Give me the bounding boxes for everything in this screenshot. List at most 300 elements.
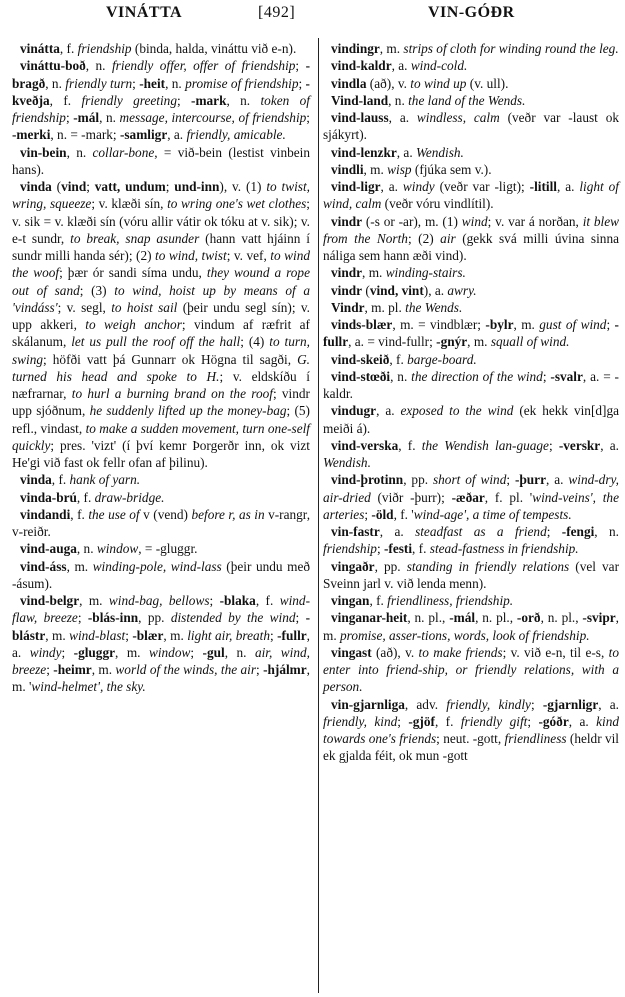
entry-text: ; xyxy=(125,627,133,643)
dictionary-entry xyxy=(12,592,310,696)
headword: vingaðr xyxy=(331,558,375,574)
entry-text: ; xyxy=(209,593,220,608)
dictionary-entry xyxy=(12,57,310,143)
headword: -samligr xyxy=(119,127,168,143)
headword: vindli xyxy=(331,161,364,177)
entry-text: (veðr var -laust ok sjákyrt). xyxy=(323,110,619,143)
entry-text: , a. xyxy=(167,127,187,143)
definition-text: wind-flaw, breeze xyxy=(12,593,311,626)
headword: -gjarnligr xyxy=(542,696,599,712)
definition-text: he suddenly lifted up the money-bag xyxy=(89,403,287,419)
definition-text: to wind, hoist up by means of a 'vindáss' xyxy=(12,282,310,315)
entry-text: , n. = -mark; xyxy=(50,127,120,143)
definition-text: Wendish. xyxy=(323,455,371,470)
page-header xyxy=(8,4,617,28)
definition-text: wind-veins', the arteries xyxy=(323,489,619,522)
definition-text: steadfast as a friend xyxy=(415,524,547,539)
headword: -gul xyxy=(202,644,225,660)
definition-text: let us pull the roof off the hall xyxy=(71,334,241,350)
entry-text: ; xyxy=(548,437,559,453)
entry-text: , f. xyxy=(398,437,422,453)
entry-text: , m. = vindblær; xyxy=(392,317,486,332)
headword: und-inn xyxy=(174,179,220,194)
dictionary-entry xyxy=(323,368,619,403)
dictionary-entry xyxy=(323,402,619,437)
headword: -merki xyxy=(12,127,51,143)
entry-text: , n. xyxy=(390,368,412,384)
definition-text: exposed to the wind xyxy=(400,403,514,419)
headword: -fullr xyxy=(277,627,307,643)
entry-text: , m. ' xyxy=(12,662,310,695)
dictionary-entry xyxy=(12,144,310,179)
headword: -blás-inn xyxy=(87,610,139,626)
headword: vind xyxy=(61,179,87,194)
dictionary-entry xyxy=(323,592,619,609)
entry-text: ; xyxy=(65,110,74,125)
dictionary-entry xyxy=(323,161,619,178)
headword: vin-gjarnliga xyxy=(331,696,405,712)
definition-text: wind-cold. xyxy=(410,58,468,74)
entry-text: ; xyxy=(546,524,562,539)
definition-text: token of friendship xyxy=(12,92,310,125)
definition-text: friendly, amicable. xyxy=(186,127,286,143)
definition-text: light of wind, calm xyxy=(323,179,619,212)
entry-text: , m. xyxy=(513,317,540,332)
entry-text: , f. xyxy=(49,92,82,108)
entry-text: , n. pl., xyxy=(540,610,583,626)
dictionary-entry xyxy=(323,109,619,144)
definition-text: wisp xyxy=(387,161,412,177)
entry-text: ; (5) refl., vindast, xyxy=(12,403,310,436)
dictionary-entry xyxy=(12,558,310,593)
entry-text: , a. xyxy=(388,110,417,125)
entry-text: , m. xyxy=(379,41,404,56)
headword: -mál xyxy=(449,610,476,626)
headword: vingan xyxy=(331,593,370,608)
dictionary-entry xyxy=(12,471,310,488)
entry-text: , a. xyxy=(12,627,310,660)
entry-text: ; xyxy=(61,644,74,660)
entry-text: , a. xyxy=(391,58,411,74)
headword: vin-fastr xyxy=(331,524,380,539)
entry-text: , a. xyxy=(376,403,401,419)
definition-text: the Wendish lan-guage xyxy=(421,437,549,453)
entry-text: ; þær ór sandi síma undu, xyxy=(59,265,207,281)
entry-text: ; xyxy=(256,662,264,677)
headword: vindr xyxy=(331,282,363,298)
definition-text: they wound a rope out of sand xyxy=(12,265,310,298)
entry-text: , adv. xyxy=(404,696,447,712)
entry-text: ; xyxy=(295,610,306,626)
definition-text: to make a sudden movement, turn one-self quickly xyxy=(12,420,310,453)
entry-text: , f. xyxy=(389,351,408,367)
definition-text: wind-helmet', the sky. xyxy=(31,679,146,695)
entry-text: , f. xyxy=(51,472,70,488)
definition-text: collar-bone xyxy=(92,144,155,160)
entry-text: ; xyxy=(190,644,203,660)
entry-text: ), v. (1) xyxy=(219,179,267,194)
entry-text: (veðr vóru vindlítil). xyxy=(381,196,494,212)
header-right-guideword: VIN-GÓÐR xyxy=(428,4,515,21)
headword: vind-verska xyxy=(331,437,399,453)
definition-text: wind-bag, bellows xyxy=(108,593,210,608)
entry-text: , m. xyxy=(45,627,70,643)
entry-text: , n. pl., xyxy=(475,610,517,626)
entry-text: v-rangr, v-reiðr. xyxy=(12,506,311,539)
entry-text: , n. pl., xyxy=(407,610,450,626)
definition-text: to make friends xyxy=(418,644,503,660)
headword: vináttu-boð xyxy=(20,58,86,74)
entry-text: , f. xyxy=(412,541,430,557)
definition-text: friendly turn xyxy=(65,75,133,91)
entry-text: ; xyxy=(270,627,278,643)
headword: vin-bein xyxy=(20,144,67,160)
dictionary-entry xyxy=(12,178,310,471)
definition-text: to hoist sail xyxy=(111,299,178,315)
headword: vindr xyxy=(331,213,363,229)
definition-text: wind-blast xyxy=(69,627,126,643)
entry-text: , = við-bein (lestist vinbein hans). xyxy=(12,144,310,177)
headword: vind-lenzkr xyxy=(331,144,397,160)
entry-text: (að), v. xyxy=(366,75,411,91)
entry-text: ; xyxy=(506,472,515,488)
definition-text: wind-dry, air-dried xyxy=(323,472,619,505)
dictionary-entry xyxy=(12,40,310,57)
entry-text: , m. xyxy=(91,662,116,677)
headword: -blær xyxy=(132,627,164,643)
entry-text: , n. xyxy=(226,92,261,108)
entry-text: , n. xyxy=(594,524,619,539)
entry-text: , n. xyxy=(45,75,66,91)
definition-text: windy xyxy=(402,179,435,194)
entry-text: , n. xyxy=(165,75,186,91)
entry-text: ; vindr upp sjóðnum, xyxy=(12,386,310,419)
entry-text: , a. = -kaldr. xyxy=(323,368,619,401)
entry-text: , m. xyxy=(163,627,188,643)
definition-text: the direction of the wind xyxy=(411,368,543,384)
entry-text: (vel var Sveinn jarl v. við lenda menn). xyxy=(323,558,619,591)
definition-text: the Wends. xyxy=(405,299,463,315)
entry-text: (-s or -ar), m. (1) xyxy=(362,213,462,229)
dictionary-entry xyxy=(323,178,619,213)
entry-text: ; xyxy=(176,92,192,108)
dictionary-entry xyxy=(323,282,619,299)
entry-text: (heldr vil ek gjalda féit, ok mun -gott xyxy=(323,731,619,764)
definition-text: friendly gift xyxy=(460,713,528,729)
definition-text: friendly offer, offer of friendship xyxy=(111,58,296,74)
definition-text: to wring one's wet clothes xyxy=(167,196,307,212)
definition-text: to break, snap asunder xyxy=(70,230,200,246)
entry-text: , a. xyxy=(396,144,416,160)
entry-text: (að), v. xyxy=(371,644,419,660)
dictionary-entry xyxy=(323,351,619,368)
headword: vind-kaldr xyxy=(331,58,392,74)
definition-text: to wind, twist xyxy=(155,248,227,263)
entry-text: , m. xyxy=(115,644,149,660)
headword: vindr xyxy=(331,265,363,281)
entry-text: , a. = vind-fullr; xyxy=(348,334,437,350)
definition-text: gust of wind xyxy=(539,317,607,332)
entry-text: ; xyxy=(46,662,54,677)
dictionary-entry xyxy=(323,316,619,351)
entry-text: ; xyxy=(165,179,175,194)
headword: -gluggr xyxy=(73,644,116,660)
headword: vinda xyxy=(20,472,52,488)
entry-text: ; (3) xyxy=(79,282,115,298)
entry-text: , f. xyxy=(434,713,461,729)
entry-text: ; (4) xyxy=(240,334,270,350)
entry-text: ; vindum af ræfrit af skálanum, xyxy=(12,317,310,350)
definition-text: message, intercourse, of friendship xyxy=(119,110,307,125)
entry-text: , m. pl. xyxy=(364,299,406,315)
headword: vind, vint xyxy=(369,282,424,298)
entry-text: ; pres. 'vizt' (í því kemr Þorgerðr inn, ok vizt He'gi við fast ok fellr ofan af þilinu). xyxy=(12,437,310,470)
headword: vinganar-heit xyxy=(331,610,408,626)
entry-text: ; xyxy=(376,541,384,557)
dictionary-entry xyxy=(323,40,619,57)
entry-text: , = -gluggr. xyxy=(138,541,198,557)
entry-text: (ek hekk vin[d]ga meiði á). xyxy=(323,403,620,436)
definition-text: winding-stairs. xyxy=(385,265,466,281)
entry-text: , f. xyxy=(59,41,78,56)
entry-text: v (vend) xyxy=(139,506,192,522)
definition-text: wind xyxy=(461,213,488,229)
dictionary-entry xyxy=(323,696,619,765)
definition-text: promise of friendship xyxy=(185,75,299,91)
headword: -blástr xyxy=(12,610,311,643)
definition-text: Wendish. xyxy=(415,144,464,160)
dictionary-entry xyxy=(12,489,310,506)
headword: -mark xyxy=(191,92,227,108)
dictionary-entry xyxy=(323,92,619,109)
definition-text: barge-board. xyxy=(407,351,477,367)
headword: -þurr xyxy=(514,472,546,488)
headword: -æðar xyxy=(451,489,485,505)
entry-text: (þeir undu með -ásum). xyxy=(12,558,311,591)
headword: vinátta xyxy=(20,41,60,56)
entry-text: , a. xyxy=(598,696,619,712)
definition-text: hank of yarn. xyxy=(69,472,141,488)
definition-text: friendly, kindly xyxy=(446,696,531,712)
entry-text: , pp. xyxy=(374,558,407,574)
headword: vatt, undum xyxy=(94,179,166,194)
entry-text: ; xyxy=(397,713,409,729)
dictionary-entry xyxy=(323,57,619,74)
entry-text: , m. xyxy=(362,265,386,281)
headword: vindla xyxy=(331,75,367,91)
definition-text: before r, as in xyxy=(191,506,265,522)
entry-text: (v. ull). xyxy=(466,75,509,91)
entry-text: ; xyxy=(542,368,551,384)
definition-text: stead-fastness in friendship. xyxy=(429,541,579,557)
headword: vind-þrotinn xyxy=(331,472,404,488)
dictionary-entry xyxy=(323,437,619,472)
entry-text: ; xyxy=(527,713,539,729)
dictionary-entry xyxy=(323,75,619,92)
entry-text: ; xyxy=(306,110,310,125)
entry-text: ; xyxy=(86,179,95,194)
dictionary-entry xyxy=(323,609,619,644)
headword: vingast xyxy=(331,644,372,660)
headword: -heit xyxy=(139,75,166,91)
entry-text: , a. xyxy=(380,179,403,194)
page-number: [492] xyxy=(258,4,296,21)
headword: -litill xyxy=(529,179,557,194)
entry-text: , a. xyxy=(600,437,619,453)
definition-text: the use of xyxy=(88,506,140,522)
entry-text: ; v. segl, xyxy=(57,299,112,315)
entry-text: ; (2) xyxy=(407,230,441,246)
entry-text: , a. xyxy=(556,179,580,194)
entry-text: ( xyxy=(51,179,62,194)
headword: vind-skeið xyxy=(331,351,390,367)
headword: vind-áss xyxy=(20,558,67,574)
definition-text: air xyxy=(440,230,456,246)
entry-text: , pp. xyxy=(403,472,433,488)
headword: -bylr xyxy=(485,317,514,332)
definition-text: distended by the wind xyxy=(170,610,296,626)
headword: -svalr xyxy=(550,368,583,384)
headword: -verskr xyxy=(558,437,601,453)
entry-text: , n. xyxy=(224,644,255,660)
right-column xyxy=(323,40,619,765)
headword: vindandi xyxy=(20,506,71,522)
dictionary-entry xyxy=(323,213,619,265)
headword: Vindr xyxy=(331,299,365,315)
column-divider xyxy=(318,38,319,993)
entry-text: (hann vatt hjáinn í sundr milli handa sér); (2) xyxy=(12,230,310,263)
headword: Vind-land xyxy=(331,92,389,108)
definition-text: to weigh anchor xyxy=(85,317,182,332)
definition-text: the land of the Wends. xyxy=(408,92,526,108)
entry-text: ), a. xyxy=(423,282,448,298)
dictionary-entry xyxy=(323,471,619,523)
entry-text: , n. xyxy=(99,110,120,125)
entry-text: , n. xyxy=(76,541,97,557)
definition-text: strips of cloth for winding round the leg. xyxy=(403,41,619,56)
dictionary-entry xyxy=(323,644,619,696)
headword: vind-belgr xyxy=(20,593,80,608)
entry-text: , f. pl. ' xyxy=(484,489,533,505)
entry-text: , m. xyxy=(323,610,619,643)
entry-text: (gekk svá milli úvina sinna náliga sem hann æði vind). xyxy=(323,230,619,263)
definition-text: awry. xyxy=(447,282,477,298)
headword: vind-ligr xyxy=(331,179,381,194)
entry-text: (fjúka sem v.). xyxy=(411,161,492,177)
definition-text: friendliness xyxy=(504,731,567,746)
headword: -fengi xyxy=(561,524,595,539)
definition-text: windless, calm xyxy=(416,110,500,125)
entry-text: (veðr var -ligt); xyxy=(434,179,530,194)
entry-text: , f. ' xyxy=(393,506,414,522)
definition-text: to wind the woof xyxy=(12,248,310,281)
headword: -góðr xyxy=(538,713,569,729)
entry-text: , f. xyxy=(70,506,89,522)
entry-text: ; xyxy=(77,610,88,626)
definition-text: friendly greeting xyxy=(81,92,177,108)
definition-text: kind towards one's friends xyxy=(323,713,619,746)
headword: vind-lauss xyxy=(331,110,389,125)
definition-text: wind-age', a time of tempests. xyxy=(413,506,572,522)
dictionary-entry xyxy=(12,506,310,541)
dictionary-entry xyxy=(12,540,310,557)
headword: vindingr xyxy=(331,41,380,56)
entry-text: ; v. við e-n, til e-s, xyxy=(502,644,609,660)
headword: -bragð xyxy=(12,58,310,91)
headword: vindugr xyxy=(331,403,377,419)
definition-text: to hurl a burning brand on the roof xyxy=(71,386,273,401)
entry-text: ; xyxy=(132,75,140,91)
entry-text: , n. xyxy=(85,58,112,74)
entry-text: ; xyxy=(530,696,543,712)
entry-text: ; xyxy=(295,58,306,74)
definition-text: promise, asser-tions, words, look of friendship. xyxy=(340,627,590,643)
entry-text: (þeir undu segl sín); v. upp akkeri, xyxy=(12,299,310,332)
definition-text: standing in friendly relations xyxy=(406,558,570,574)
entry-text: , f. xyxy=(255,593,280,608)
entry-text: ; höfði vatt þá Gunnarr ok Högna til sagði, xyxy=(43,351,298,367)
headword: -orð xyxy=(516,610,541,626)
dictionary-entry xyxy=(323,299,619,316)
definition-text: window xyxy=(148,644,191,660)
entry-text: , n. xyxy=(388,92,409,108)
headword: -festi xyxy=(383,541,413,557)
headword: vinda-brú xyxy=(20,489,77,505)
entry-text: , m. xyxy=(467,334,491,350)
definition-text: friendship xyxy=(323,541,377,557)
entry-text: (viðr -þurr); xyxy=(370,489,452,505)
headword: vinda xyxy=(20,179,52,194)
header-left-guideword: VINÁTTA xyxy=(106,4,183,21)
headword: vinds-blær xyxy=(331,317,393,332)
entry-text: ; v. eldskíðu í næfrarnar, xyxy=(12,368,310,401)
definition-text: draw-bridge. xyxy=(94,489,165,505)
definition-text: friendship xyxy=(77,41,132,56)
definition-text: squall of wind. xyxy=(490,334,570,350)
entry-text: (binda, halda, vináttu við e-n). xyxy=(131,41,297,56)
headword: -gjöf xyxy=(408,713,435,729)
dictionary-entry xyxy=(323,144,619,161)
entry-text: ; v. var á norðan, xyxy=(487,213,583,229)
entry-text: ; xyxy=(364,506,372,522)
definition-text: air, wind, breeze xyxy=(12,644,310,677)
definition-text: it blew from the North xyxy=(323,213,620,246)
entry-text: ; v. klæði sín, xyxy=(91,196,168,212)
left-column xyxy=(12,40,310,696)
headword: -fullr xyxy=(323,317,619,350)
entry-text: , m. xyxy=(79,593,109,608)
definition-text: to twist, wring, squeeze xyxy=(12,179,310,212)
definition-text: friendliness, friendship. xyxy=(387,593,514,608)
headword: -öld xyxy=(371,506,394,522)
dictionary-entry xyxy=(323,523,619,558)
definition-text: to turn, swing xyxy=(12,334,310,367)
definition-text: winding-pole, wind-lass xyxy=(92,558,222,574)
entry-text: , a. xyxy=(546,472,569,488)
definition-text: to wind up xyxy=(410,75,467,91)
entry-text: , m. xyxy=(363,161,388,177)
entry-text: , m. xyxy=(66,558,93,574)
definition-text: world of the winds, the air xyxy=(115,662,257,677)
headword: -hjálmr xyxy=(263,662,307,677)
definition-text: windy xyxy=(29,644,62,660)
headword: -kveðja xyxy=(12,75,310,108)
headword: vind-stœði xyxy=(331,368,391,384)
definition-text: to enter into friend-ship, or friendly relations, with a person. xyxy=(323,644,619,695)
entry-text: , a. xyxy=(568,713,597,729)
entry-text: ; xyxy=(606,317,615,332)
entry-text: , n. xyxy=(66,144,93,160)
